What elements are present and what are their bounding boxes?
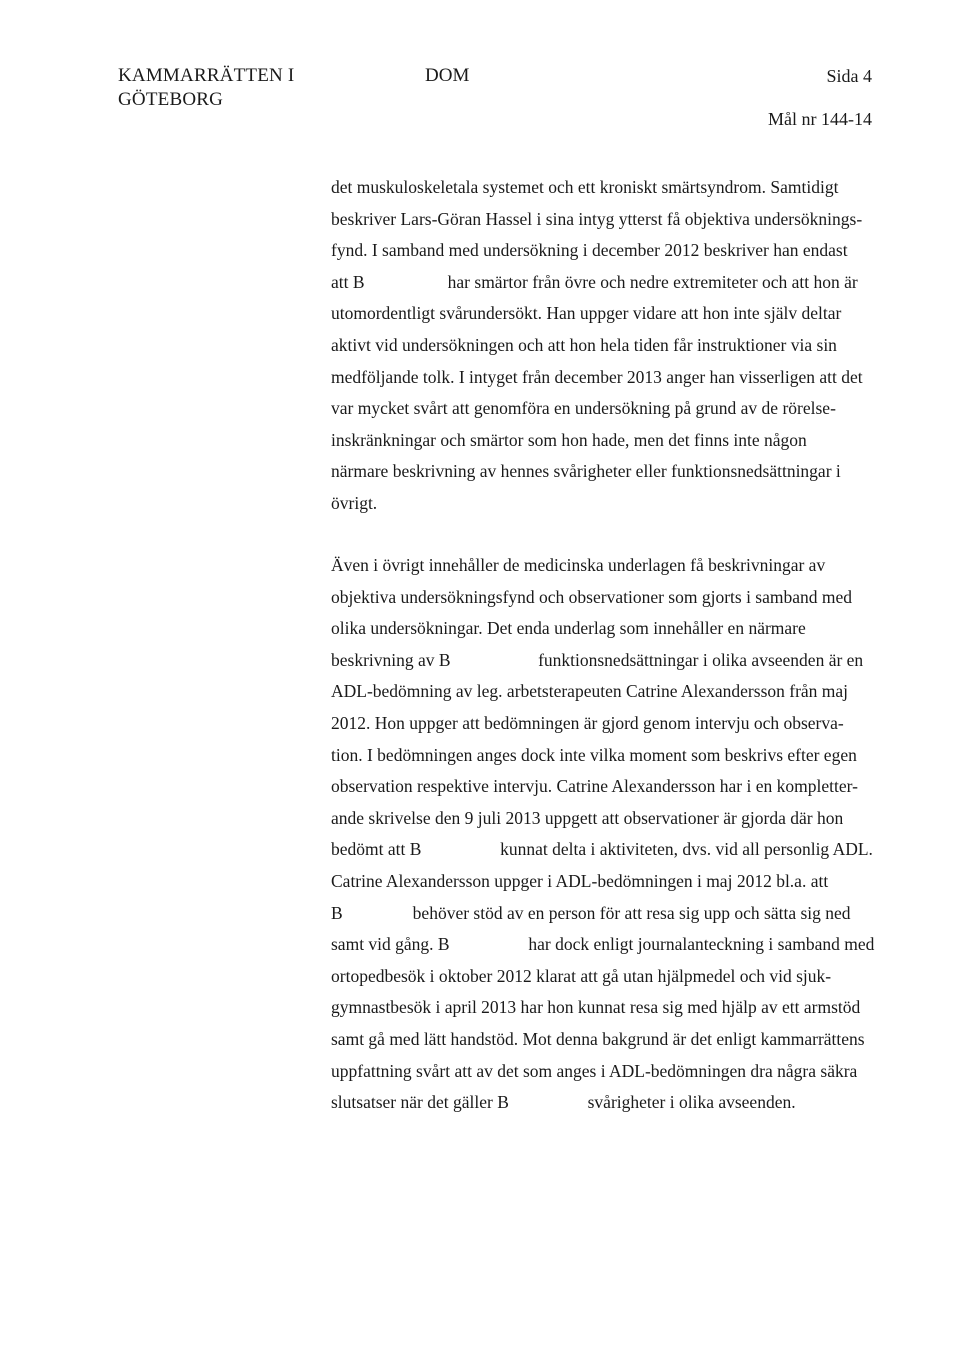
text-line: Även i övrigt innehåller de medicinska underlagen få beskrivningar av <box>331 555 826 575</box>
text-line: objektiva undersökningsfynd och observationer som gjorts i samband med <box>331 586 853 607</box>
paragraph-1 <box>331 172 881 520</box>
text-line: bedömt att B kunnat delta i aktiviteten, dvs. vid all personlig ADL. <box>331 839 873 860</box>
text-line: medföljande tolk. I intyget från december 2013 anger han visserligen att det <box>331 366 863 387</box>
text-line: gymnastbesök i april 2013 har hon kunnat resa sig med hjälp av ett armstöd <box>331 997 861 1018</box>
text-line: fynd. I samband med undersökning i december 2012 beskriver han endast <box>331 240 848 261</box>
text-line: närmare beskrivning av hennes svårigheter eller funktionsnedsättningar i <box>331 461 841 482</box>
text-line: beskriver Lars-Göran Hassel i sina intyg ytterst få objektiva undersöknings- <box>331 208 863 229</box>
text-line: utomordentligt svårundersökt. Han uppger vidare att hon inte själv deltar <box>331 303 842 324</box>
text-line: beskrivning av B funktionsnedsättningar i olika avseenden är en <box>331 649 864 670</box>
court-name-line-2: GÖTEBORG <box>118 89 224 110</box>
text-line: samt gå med lätt handstöd. Mot denna bakgrund är det enligt kammarrättens <box>331 1028 865 1049</box>
text-line: B behöver stöd av en person för att resa sig upp och sätta sig ned <box>331 902 851 923</box>
text-line: uppfattning svårt att av det som anges i ADL-bedömningen dra några säkra <box>331 1060 858 1081</box>
text-line: olika undersökningar. Det enda underlag som innehåller en närmare <box>331 618 806 639</box>
text-line: ortopedbesök i oktober 2012 klarat att gå utan hjälpmedel och vid sjuk- <box>331 965 832 986</box>
text-line: övrigt. <box>331 492 378 513</box>
text-line: inskränkningar och smärtor som hon hade, men det finns inte någon <box>331 429 807 450</box>
court-name <box>118 64 294 112</box>
text-line: observation respektive intervju. Catrine Alexandersson har i en kompletter- <box>331 776 858 797</box>
page-number: Sida 4 <box>826 66 872 86</box>
case-number: Mål nr 144-14 <box>768 109 872 129</box>
text-line: att B har smärtor från övre och nedre extremiteter och att hon är <box>331 271 858 292</box>
text-line: slutsatser när det gäller B svårigheter i olika avseenden. <box>331 1092 796 1113</box>
document-type: DOM <box>425 65 470 86</box>
text-line: aktivt vid undersökningen och att hon hela tiden får instruktioner via sin <box>331 334 837 355</box>
text-line: var mycket svårt att genomföra en undersökning på grund av de rörelse- <box>331 398 836 419</box>
text-line: det muskuloskeletala systemet och ett kroniskt smärtsyndrom. Samtidigt <box>331 177 839 197</box>
text-line: ADL-bedömning av leg. arbetsterapeuten Catrine Alexandersson från maj <box>331 681 849 702</box>
text-line: ande skrivelse den 9 juli 2013 uppgett att observationer är gjorda där hon <box>331 807 844 828</box>
text-line: Catrine Alexandersson uppger i ADL-bedömningen i maj 2012 bl.a. att <box>331 870 829 891</box>
text-line: 2012. Hon uppger att bedömningen är gjord genom intervju och observa- <box>331 712 844 733</box>
paragraph-2 <box>331 550 881 1119</box>
text-line: tion. I bedömningen anges dock inte vilka moment som beskrivs efter egen <box>331 744 857 765</box>
court-name-line-1: KAMMARRÄTTEN I <box>118 65 295 86</box>
text-line: samt vid gång. B har dock enligt journalanteckning i samband med <box>331 934 875 955</box>
